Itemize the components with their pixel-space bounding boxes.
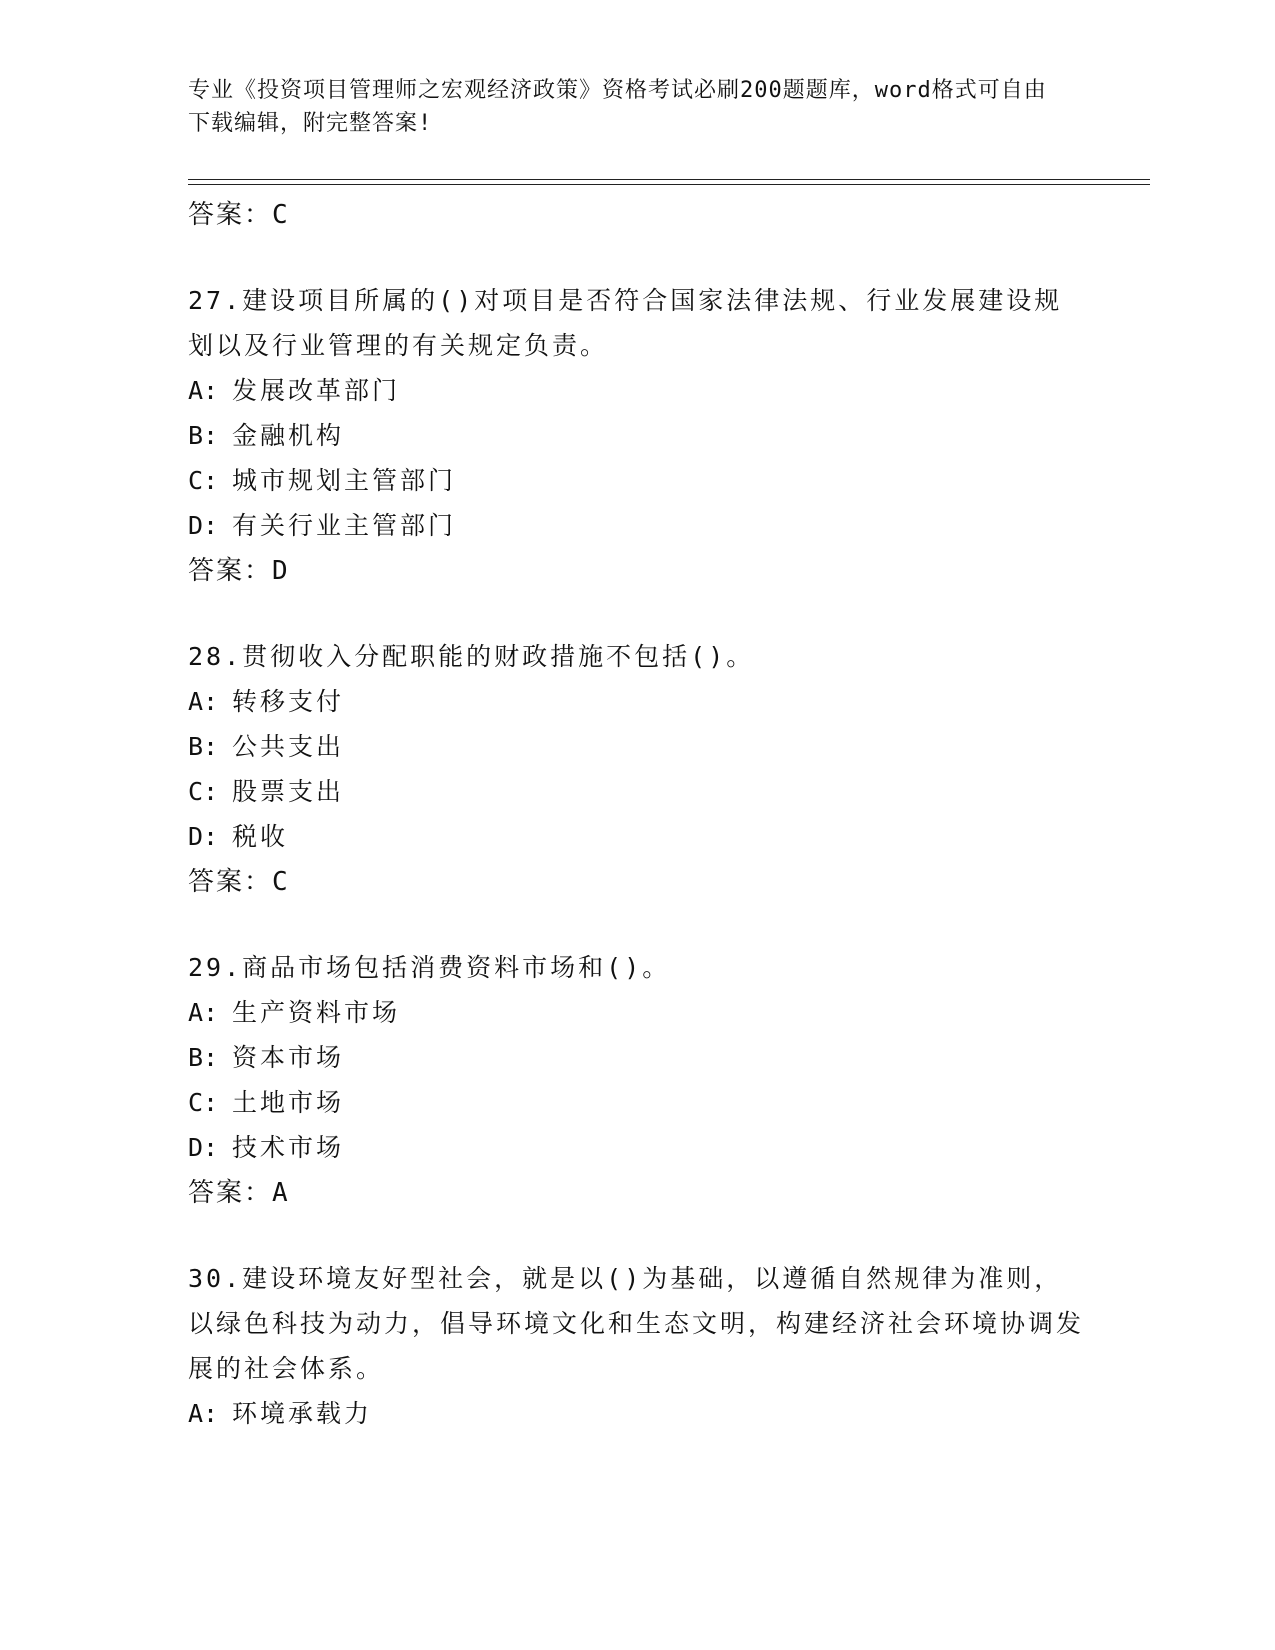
option-text: 技术市场: [232, 1133, 345, 1162]
question-text: 28.贯彻收入分配职能的财政措施不包括()。: [188, 642, 755, 671]
answer-label: 答案：: [188, 1178, 273, 1208]
option-c: [188, 769, 1088, 814]
option-text: 股票支出: [232, 777, 345, 806]
option-key: D:: [188, 1133, 219, 1162]
option-key: A:: [188, 1399, 219, 1428]
option-d: [188, 814, 1088, 859]
option-c: [188, 458, 1088, 503]
answer-line: [188, 1170, 1088, 1216]
option-key: D:: [188, 511, 219, 540]
option-text: 土地市场: [232, 1088, 345, 1117]
question-text: 29.商品市场包括消费资料市场和()。: [188, 953, 671, 982]
question-list: [188, 192, 1088, 1436]
option-a: [188, 679, 1088, 724]
answer-value: D: [272, 556, 290, 586]
question-block: [188, 634, 1088, 905]
option-key: A:: [188, 376, 219, 405]
option-d: [188, 503, 1088, 548]
option-text: 资本市场: [232, 1043, 345, 1072]
option-key: B:: [188, 1043, 219, 1072]
option-text: 生产资料市场: [232, 998, 401, 1027]
option-text: 税收: [232, 822, 289, 851]
option-a: [188, 368, 1088, 413]
option-text: 发展改革部门: [232, 376, 401, 405]
header-divider-top: [188, 179, 1150, 180]
document-header: [188, 74, 1068, 140]
option-a: [188, 990, 1088, 1035]
option-key: C:: [188, 466, 219, 495]
answer-value: C: [272, 200, 290, 230]
option-key: A:: [188, 687, 219, 716]
option-text: 环境承载力: [232, 1399, 373, 1428]
header-divider-bottom: [188, 184, 1150, 185]
option-text: 转移支付: [232, 687, 345, 716]
question-block: [188, 278, 1088, 594]
option-b: [188, 724, 1088, 769]
answer-line: [188, 192, 1088, 238]
option-key: B:: [188, 421, 219, 450]
option-a: [188, 1391, 1088, 1436]
option-text: 金融机构: [232, 421, 345, 450]
answer-label: 答案：: [188, 867, 273, 897]
question-text: 30.建设环境友好型社会，就是以()为基础，以遵循自然规律为准则，以绿色科技为动力，倡导环境文化和生态文明，构建经济社会环境协调发展的社会体系。: [188, 1264, 1085, 1383]
answer-line: [188, 548, 1088, 594]
option-b: [188, 413, 1088, 458]
option-d: [188, 1125, 1088, 1170]
option-c: [188, 1080, 1088, 1125]
question-block: [188, 945, 1088, 1216]
option-text: 城市规划主管部门: [232, 466, 457, 495]
answer-label: 答案：: [188, 556, 273, 586]
option-key: B:: [188, 732, 219, 761]
question-text: 27.建设项目所属的()对项目是否符合国家法律法规、行业发展建设规划以及行业管理的有关规定负责。: [188, 286, 1063, 360]
option-key: D:: [188, 822, 219, 851]
question-block: [188, 1256, 1088, 1436]
option-key: A:: [188, 998, 219, 1027]
header-intro-text: 专业《投资项目管理师之宏观经济政策》资格考试必刷200题题库，word格式可自由下载编辑，附完整答案!: [188, 78, 1047, 136]
option-key: C:: [188, 1088, 219, 1117]
answer-label: 答案：: [188, 200, 273, 230]
option-b: [188, 1035, 1088, 1080]
option-text: 公共支出: [232, 732, 345, 761]
answer-value: C: [272, 867, 290, 897]
option-key: C:: [188, 777, 219, 806]
answer-value: A: [272, 1178, 290, 1208]
answer-line: [188, 859, 1088, 905]
option-text: 有关行业主管部门: [232, 511, 457, 540]
